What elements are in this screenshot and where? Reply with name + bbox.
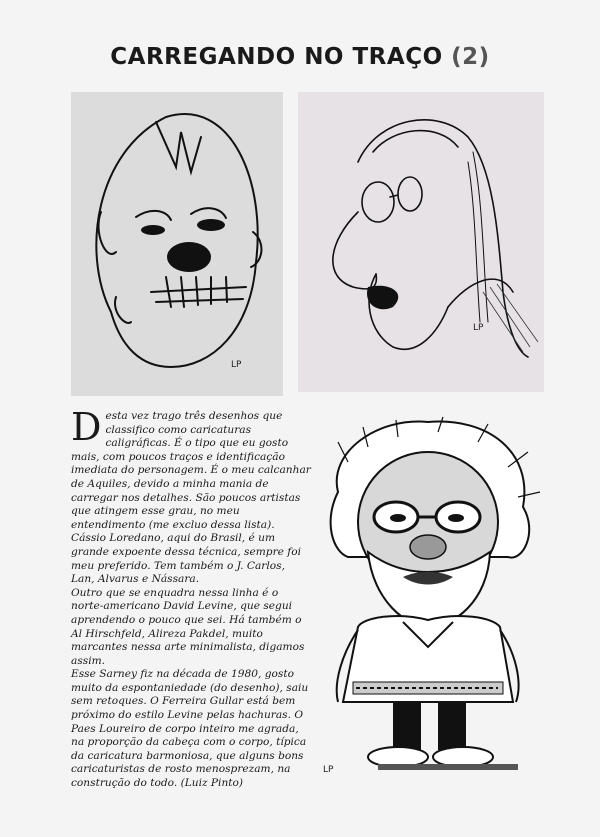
page-title [0,44,600,70]
article-body [71,405,311,791]
svg-text:LP: LP [323,765,334,775]
svg-text:LP: LP [231,360,242,370]
signature: (Luiz Pinto) [180,777,244,790]
paragraph-2: Outro que se enquadra nessa linha é o norte-americano David Levine, que segui aprendendo o pouco que sei. Há também o Al Hirschfeld, Alireza Pakdel, muito marcantes nessa arte minimalista, digamos assim. [71,586,305,667]
caricature-egg-head [71,92,283,396]
paragraph-1: esta vez trago três desenhos que classifico como caricaturas caligráficas. É o tipo que eu gosto mais, com poucos traços e identificação imediata do personagem. É o meu calcanhar de Aquiles, devido a minha mania de carregar nos detalhes. São poucos artistas que atingem esse grau, no meu entendimento (me excluo dessa lista). Cássio Loredano, aqui do Brasil, é um grande expoente dessa técnica, sempre foi meu preferido. Tem também o J. Carlos, Lan, Alvarus e Nássara. [71,410,311,586]
caricature-profile-glasses [298,92,544,392]
title-number: (2) [451,44,490,70]
svg-text:LP: LP [473,323,484,333]
paragraph-3: Esse Sarney fiz na década de 1980, gosto muito da espontaniedade (do desenho), saiu sem retoques. O Ferreira Gullar está bem próximo do estilo Levine pelas hachuras. O Paes Loureiro de corpo inteiro me agrada, na proporção da cabeça com o corpo, típica da caricatura barmoniosa, que alguns bons caricaturistas de rosto menosprezam, na construção do todo. [71,668,309,790]
title-main: CARREGANDO NO TRAÇO [110,44,443,70]
caricature-full-body-bearded [318,412,550,782]
drop-cap: D [71,405,102,449]
